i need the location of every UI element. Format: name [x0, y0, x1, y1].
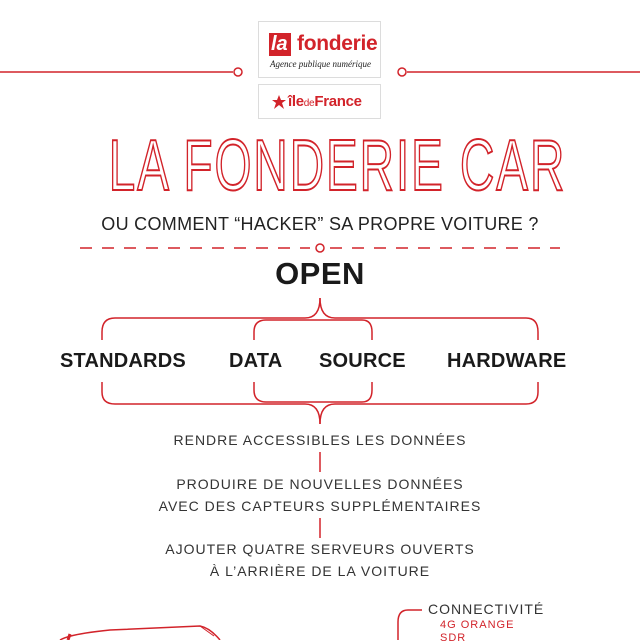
connectivity-item-sdr: SDR — [440, 632, 467, 644]
connectivity-item-4g: 4G ORANGE — [440, 619, 515, 631]
lafonderie-tagline: Agence publique numérique — [270, 59, 371, 69]
page-title: LA FONDERIE CAR — [108, 126, 567, 206]
open-heading: OPEN — [275, 256, 365, 291]
lafonderie-logo — [258, 21, 381, 78]
step-3 — [0, 538, 640, 582]
category-standards: STANDARDS — [60, 350, 186, 372]
iledefrance-de: de — [303, 98, 315, 109]
category-hardware: HARDWARE — [447, 350, 567, 372]
step-1 — [0, 429, 640, 451]
iledefrance-e: e — [295, 93, 304, 110]
step-2-line-1: PRODUIRE DE NOUVELLES DONNÉES — [176, 476, 464, 492]
step-1-line-1: RENDRE ACCESSIBLES LES DONNÉES — [173, 432, 467, 448]
iledefrance-star-icon — [271, 94, 287, 110]
iledefrance-france: France — [314, 93, 362, 110]
category-source: SOURCE — [319, 350, 406, 372]
page-subtitle: OU COMMENT “HACKER” SA PROPRE VOITURE ? — [101, 214, 539, 234]
step-3-line-1: AJOUTER QUATRE SERVEURS OUVERTS — [165, 541, 475, 557]
iledefrance-ile: îl — [288, 93, 296, 110]
iledefrance-logo — [258, 84, 381, 119]
connectivity-title: CONNECTIVITÉ — [428, 601, 545, 617]
step-2-line-2: AVEC DES CAPTEURS SUPPLÉMENTAIRES — [158, 498, 482, 514]
category-data: DATA — [229, 350, 283, 372]
lafonderie-logo-la: la — [269, 33, 291, 56]
iledefrance-wordmark — [288, 92, 362, 114]
step-2 — [0, 473, 640, 517]
step-3-line-2: À L’ARRIÈRE DE LA VOITURE — [209, 563, 431, 579]
lafonderie-logo-word: fonderie — [297, 32, 378, 55]
